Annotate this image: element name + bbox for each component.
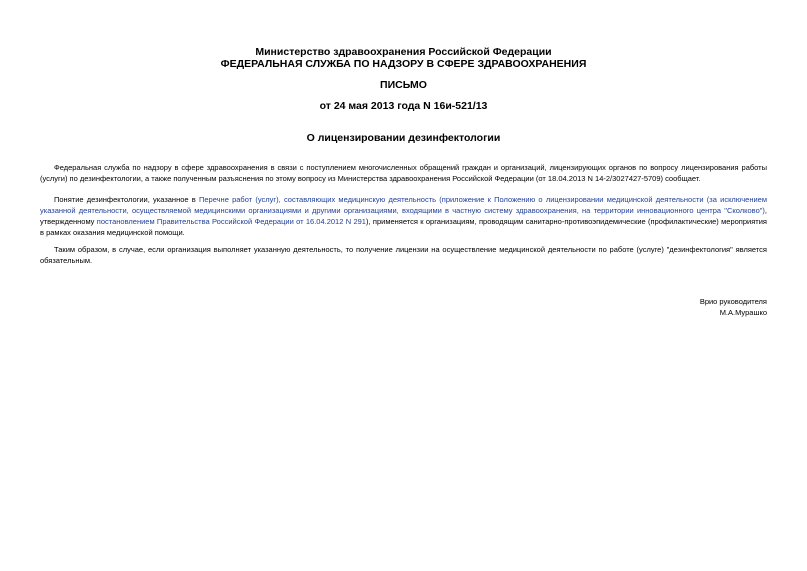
paragraph-2-start: Понятие дезинфектологии, указанное в xyxy=(54,195,199,204)
service-heading: ФЕДЕРАЛЬНАЯ СЛУЖБА ПО НАДЗОРУ В СФЕРЕ ЗДРАВООХРАНЕНИЯ xyxy=(220,58,587,70)
paragraph-3-text: Таким образом, в случае, если организация выполняет указанную деятельность, то получение лицензии на осуществление медицинской деятельности по работе (услуге) "дезинфектология" является обязательным. xyxy=(40,245,767,265)
paragraph-2-mid: , утвержденному xyxy=(40,206,767,226)
paragraph-1 xyxy=(40,162,767,184)
paragraph-1-text: Федеральная служба по надзору в сфере здравоохранения в связи с поступлением многочисленных обращений граждан и организаций, лицензирующих органов по вопросу лицензирования работы (услуги) по дезинфектологии, а также полученным разъяснения по этому вопросу из Министерства здравоохранения Российской Федерации (от 18.04.2013 N 14-2/3027427-5709) сообщает. xyxy=(40,163,767,183)
paragraph-3 xyxy=(40,244,767,266)
document-type: ПИСЬМО xyxy=(380,79,427,91)
ministry-heading: Министерство здравоохранения Российской Федерации xyxy=(255,46,552,58)
document-subject: О лицензировании дезинфектологии xyxy=(306,132,501,144)
signatory-position: Врио руководителя xyxy=(699,297,767,306)
paragraph-2 xyxy=(40,194,767,238)
document-date-number: от 24 мая 2013 года N 16и-521/13 xyxy=(319,100,488,112)
government-decree-link[interactable]: постановлением Правительства Российской Федерации от 16.04.2012 N 291 xyxy=(96,217,366,226)
signatory-name: М.А.Мурашко xyxy=(719,308,767,317)
paragraph-2-end: ), применяется к организациям, проводящим санитарно-противоэпидемические (профилактические) мероприятия в рамках оказания медицинской помощи. xyxy=(40,217,767,237)
list-of-works-link[interactable]: Перечне работ (услуг), составляющих медицинскую деятельность (приложение к Положению о лицензировании медицинской деятельности (за исключением указанной деятельности, осуществляемой медицинскими организациями и другими организациями, входящими в частную систему здравоохранения, на территории инновационного центра "Сколково") xyxy=(40,195,768,215)
